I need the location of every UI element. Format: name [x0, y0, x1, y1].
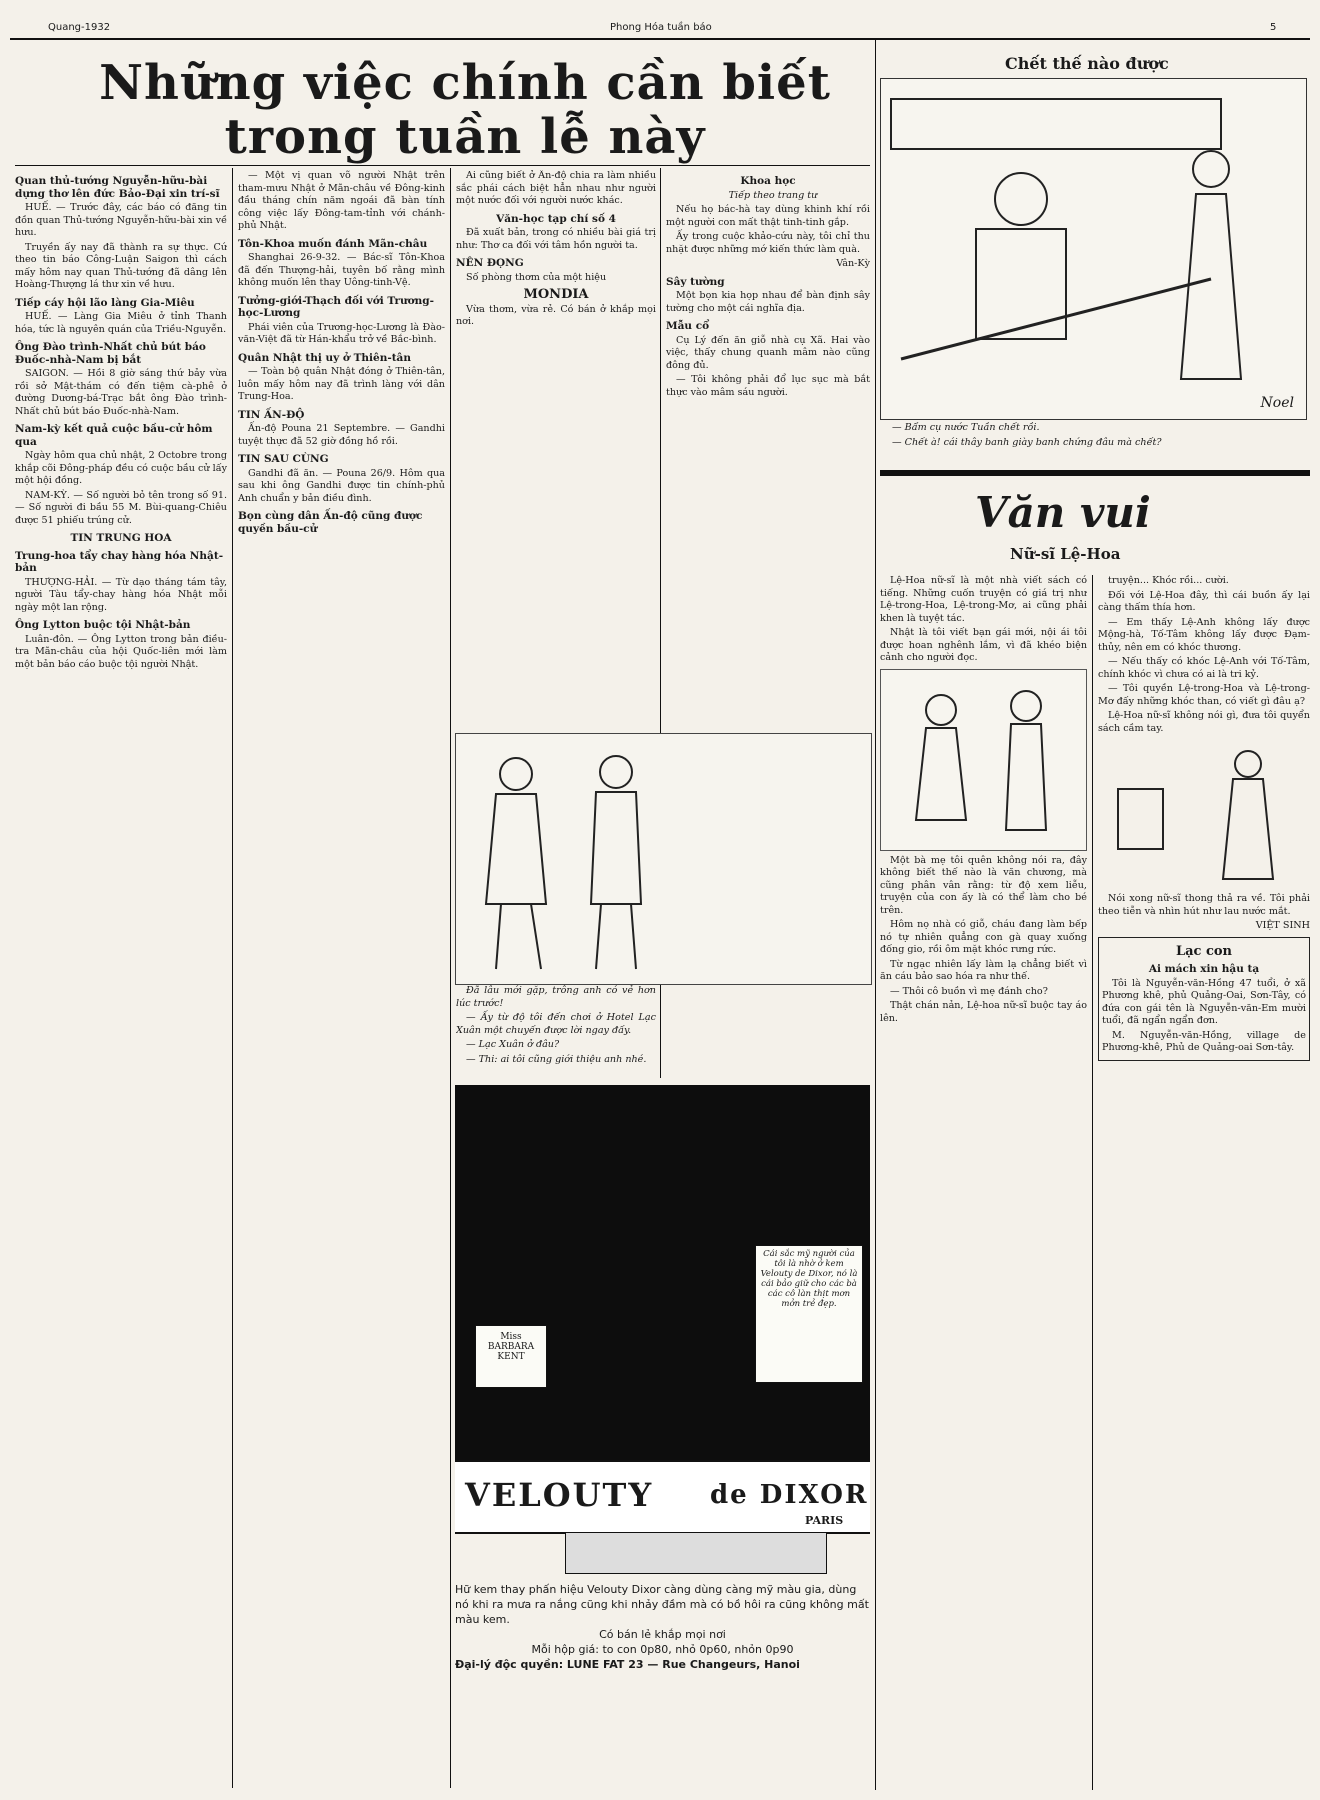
- article-text: Nhật là tôi viết bạn gái mới, nội ái tôi được hoan nghênh lắm, vì đã khéo biện cảnh cho người đọc.: [880, 627, 1087, 663]
- article-text: Ấy trong cuộc khảo-cứu này, tôi chỉ thu nhặt được những mớ kiến thức làm quà.: [666, 231, 870, 255]
- mondia-caption: [456, 985, 656, 1080]
- mandarin-scene-illustration: [881, 79, 1306, 419]
- caption-line: — Ấy từ độ tôi đến chơi ở Hotel Lạc Xuân một chuyến được lời ngay đấy.: [456, 1012, 656, 1036]
- ad-text: Mỗi hộp giá: to con 0p80, nhỏ 0p60, nhỏn 0p90: [531, 1643, 794, 1656]
- headline-line-1: Những việc chính cần biết: [99, 55, 831, 111]
- article-text: — Tôi không phải đổ lục sục mà bắt thực vào mâm sáu người.: [666, 374, 870, 398]
- column-divider: [1092, 575, 1093, 1790]
- article-heading: Sây tường: [666, 275, 725, 288]
- article-text: Ai cũng biết ở Ấn-độ chia ra làm nhiều sắc phái cách biệt hẳn nhau như người một nước đối với người nước khác.: [456, 170, 656, 206]
- cartoon-caption: [882, 422, 1302, 462]
- ad-card-text: Cái sắc mỹ người của tôi là nhờ ở kem Velouty de Dixor, nó là cái bảo giữ cho các bà các cô làn thịt mơn mởn trẻ đẹp.: [760, 1249, 858, 1309]
- ad-text: Hữ kem thay phấn hiệu Velouty Dixor càng dùng càng mỹ màu gia, dùng nó khi ra mưa ra nắng cũng khi nhảy đầm mà có bồ hôi ra cũng không mất màu kem.: [455, 1583, 869, 1626]
- article-text: Từ ngạc nhiên lấy làm lạ chẳng biết vì ăn cáu bảo sao hóa ra như thế.: [880, 958, 1087, 982]
- article-heading: Tôn-Khoa muốn đánh Mãn-châu: [238, 237, 428, 250]
- article-text: Ngày hôm qua chủ nhật, 2 Octobre trong khắp cõi Đông-pháp đều có cuộc bầu cử lấy một hội đồng.: [15, 450, 227, 486]
- woman-illustration: [1098, 739, 1310, 889]
- article-text: — Toàn bộ quân Nhật đóng ở Thiên-tân, luôn mấy hôm nay đã trình làng với dân Trung-Hoa.: [238, 366, 445, 402]
- article-heading: Trung-hoa tẩy chay hàng hóa Nhật-bản: [15, 549, 224, 574]
- headline-rule: [15, 165, 870, 166]
- ad-heading: NÊN ĐỌNG: [456, 257, 524, 269]
- velouty-brand: VELOUTY: [465, 1476, 654, 1514]
- notice-heading: Lạc con: [1175, 943, 1233, 959]
- cartoon-illustration: [880, 78, 1307, 420]
- cartoon-signature: Noel: [1260, 395, 1294, 411]
- ad-text: Số phòng thơm của một hiệu: [466, 271, 607, 283]
- column-2: [238, 170, 445, 1790]
- woman-with-sign-illustration: [1098, 739, 1308, 889]
- article-heading: Bọn cùng dân Ấn-độ cũng được quyền bầu-cử: [238, 510, 423, 535]
- section-rule: [880, 470, 1310, 476]
- article-text: NAM-KỲ. — Số người bỏ tên trong số 91. — Số người đi bầu 55 M. Bùi-quang-Chiêu được 51 phiếu trúng cử.: [15, 489, 227, 526]
- article-heading: Ông Lytton buộc tội Nhật-bản: [15, 619, 191, 631]
- article-text: Shanghai 26-9-32. — Bác-sĩ Tôn-Khoa đã đến Thượng-hải, tuyên bố rằng mình không muốn lên thay Uông-tinh-Vệ.: [238, 252, 445, 288]
- velouty-tube: [565, 1532, 827, 1574]
- notice-text: M. Nguyễn-văn-Hồng, village de Phương-khê, Phủ de Quảng-oai Sơn-tây.: [1102, 1029, 1306, 1053]
- article-text: Nếu họ bác-hà tay dùng khinh khí rồi một người con mất thật tinh-tinh gắp.: [666, 204, 870, 228]
- ad-text: Có bán lẻ khắp mọi nơi: [599, 1628, 726, 1641]
- article-heading: Ông Đào trình-Nhất chủ bút báo Đuốc-nhà-Nam bị bắt: [15, 341, 206, 366]
- couple-illustration: [881, 670, 1086, 848]
- article-text: — Một vị quan võ người Nhật trên tham-mưu Nhật ở Mãn-châu về Đông-kinh đầu tháng chín năm ngoái đã bàn tính công việc lấy Đông-tam-tỉnh với chánh-phủ Nhật.: [238, 170, 445, 231]
- article-heading: Quân Nhật thị uy ở Thiên-tân: [238, 351, 411, 364]
- article-signature: VIỆT SINH: [1255, 920, 1310, 931]
- van-vui-illustration: [880, 669, 1087, 851]
- article-text: Ấn-độ Pouna 21 Septembre. — Gandhi tuyệt thực đã 52 giờ đồng hồ rồi.: [238, 423, 445, 447]
- article-text: Nói xong nữ-sĩ thong thả ra về. Tôi phải theo tiễn và nhìn hút như lau nước mắt.: [1098, 893, 1310, 917]
- column-divider: [875, 40, 876, 1790]
- article-text: Gandhi đã ăn. — Pouna 26/9. Hôm qua sau khi ông Gandhi được tin chính-phủ Anh chuẩn y bản điều đình.: [238, 467, 445, 504]
- caption-line: — Bẩm cụ nước Tuần chết rồi.: [892, 422, 1040, 433]
- article-text: truyện... Khóc rồi... cười.: [1108, 575, 1229, 586]
- article-text: — Em thấy Lệ-Anh không lấy được Mộng-hà, Tố-Tâm không lấy được Đạm-thủy, nên em có khóc thương.: [1098, 616, 1310, 653]
- ad-text: Vừa thơm, vừa rẻ. Có bán ở khắp mọi nơi.: [456, 303, 656, 327]
- article-text: Một bà mẹ tôi quên không nói ra, đây không biết thế nào là văn chương, mà cũng phân vân rằng: từ độ xem liễu, truyện của con ấy là có thể làm cho bé trên.: [880, 854, 1087, 916]
- caption-line: — Thi: ai tôi cũng giới thiệu anh nhé.: [466, 1053, 647, 1065]
- ad-text: Đại-lý độc quyền: LUNE FAT 23 — Rue Changeurs, Hanoi: [455, 1658, 800, 1671]
- page-header-center: Phong Hóa tuần báo: [610, 22, 712, 33]
- article-heading: Nam-kỳ kết quả cuộc bầu-cử hôm qua: [15, 423, 213, 448]
- column-divider: [232, 168, 233, 1788]
- article-text: — Nếu thấy có khóc Lệ-Anh với Tố-Tâm, chính khóc vì chưa có ai là tri kỷ.: [1098, 656, 1310, 680]
- article-text: Lệ-Hoa nữ-sĩ không nói gì, đưa tôi quyển sách cầm tay.: [1098, 710, 1310, 734]
- article-heading: Tiếp cáy hội lão làng Gia-Miêu: [15, 296, 195, 309]
- van-vui-title: Văn vui: [975, 488, 1151, 537]
- dixor-brand: de DIXOR: [710, 1480, 869, 1510]
- article-text: Hôm nọ nhà có giỗ, cháu đang làm bếp nó tự nhiên quẳng con gà quay xuống đống gio, rồi ôm mặt khóc rưng rức.: [880, 919, 1087, 955]
- article-heading: Văn-học tạp chí số 4: [496, 212, 616, 225]
- headline-line-2: trong tuần lễ này: [224, 109, 706, 165]
- article-text: Đối với Lệ-Hoa đây, thì cái buồn ấy lại càng thấm thía hơn.: [1098, 589, 1310, 613]
- column-right: [1098, 575, 1310, 1785]
- article-signature: Vân-Kỳ: [836, 258, 870, 269]
- article-text: THƯỢNG-HẢI. — Từ dạo tháng tám tây, người Tàu tẩy-chay hàng hóa Nhật mỗi ngày một lan rộng.: [15, 576, 227, 613]
- velouty-advertisement: [455, 1085, 870, 1460]
- column-4: [666, 170, 870, 1080]
- article-text: — Tôi quyền Lệ-trong-Hoa và Lệ-trong-Mơ đấy những khóc than, có viết gì đâu ạ?: [1098, 683, 1310, 707]
- caption-line: Đã lâu mới gặp, trông anh có vẻ hơn lúc trước!: [456, 985, 656, 1009]
- article-heading: Mẫu cổ: [666, 320, 710, 332]
- article-text: SAIGON. — Hồi 8 giờ sáng thứ bảy vừa rồi sở Mật-thám có đến tiệm cà-phê ở đường Dương-bá-Trạc bắt ông Đào trình-Nhất chủ bút báo Đuốc-nhà-Nam.: [15, 368, 227, 417]
- article-text: HUẾ. — Trước đây, các báo có đăng tin đồn quan Thủ-tướng Nguyễn-hữu-bài xin về hưu.: [15, 202, 227, 238]
- miss-barbara-card: [475, 1325, 547, 1388]
- section-heading: TIN TRUNG HOA: [70, 532, 172, 544]
- paris-label: PARIS: [805, 1514, 844, 1527]
- notice-text: Tôi là Nguyễn-văn-Hồng 47 tuổi, ở xã Phương khê, phủ Quảng-Oai, Sơn-Tây, có đứa con gái tên là Nguyễn-văn-Em mười tuổi, đã ngẩn ngẩn đơn.: [1102, 977, 1306, 1026]
- velouty-banner: [455, 1460, 870, 1534]
- column-3: [456, 170, 656, 730]
- van-vui-subtitle: Nữ-sĩ Lệ-Hoa: [1010, 545, 1121, 563]
- article-text: Luân-đôn. — Ông Lytton trong bản điều-tra Mãn-châu của hội Quốc-liên mới làm một bản báo cáo buộc tội người Nhật.: [15, 633, 227, 670]
- article-text: Cụ Lý đến ăn giỗ nhà cụ Xã. Hai vào việc, thấy chung quanh mâm nào cũng đông đủ.: [666, 334, 870, 371]
- cartoon-title: Chết thế nào được: [1005, 54, 1169, 73]
- header-rule: [10, 38, 1310, 40]
- article-text: Lệ-Hoa nữ-sĩ là một nhà viết sách có tiếng. Những cuốn truyện có giá trị như Lệ-trong-Hoa, Lệ-trong-Mơ, ai cũng phải khen là tuyệt tác.: [880, 575, 1087, 624]
- ad-card-text: Miss BARBARA KENT: [487, 1332, 535, 1362]
- article-text: HUẾ. — Làng Gia Miêu ở tỉnh Thanh hóa, tức là nguyên quán của Triều-Nguyễn.: [15, 311, 227, 335]
- column-1: [15, 170, 227, 1790]
- van-vui-column: [880, 575, 1087, 1785]
- caption-line: — Chết à! cái thây banh giày banh chứng đâu mà chết?: [892, 436, 1162, 448]
- page-header-right: 5: [1270, 22, 1277, 33]
- article-heading: Tưởng-giới-Thạch đối với Trương-học-Lương: [238, 294, 434, 319]
- notice-subheading: Ai mách xin hậu tạ: [1148, 963, 1260, 975]
- page-header-left: Quang-1932: [48, 22, 111, 33]
- velouty-copy: [455, 1582, 870, 1672]
- section-heading: TIN SAU CÙNG: [238, 453, 329, 465]
- column-divider: [450, 168, 451, 1788]
- article-text: — Thôi cô buồn vì mẹ đánh cho?: [890, 985, 1048, 997]
- article-text: Thật chán nản, Lệ-hoa nữ-sĩ buộc tay áo lên.: [880, 1000, 1087, 1024]
- article-text: Đã xuất bản, trong có nhiều bài giá trị như: Thơ ca đối với tâm hồn người ta.: [456, 227, 656, 251]
- testimonial-card: [755, 1245, 863, 1383]
- article-text: Tiếp theo trang tư: [728, 189, 818, 201]
- article-text: Phái viên của Trương-học-Lương là Đào-văn-Việt đã từ Hán-khẩu trở về Bắc-bình.: [238, 321, 445, 345]
- article-heading: Khoa học: [740, 175, 796, 187]
- article-text: Một bọn kia họp nhau để bàn định sây tường cho một cái nghĩa địa.: [666, 290, 870, 314]
- lost-child-box: [1098, 937, 1310, 1061]
- article-heading: Quan thủ-tướng Nguyễn-hữu-bài dựng thơ lên đức Bảo-Đại xin trí-sĩ: [15, 175, 220, 200]
- page-headline: [70, 56, 860, 164]
- article-text: Truyền ấy nay đã thành ra sự thực. Cứ theo tin báo Công-Luận Saigon thì cách mấy hôm nay quan Thủ-tướng đã dâng lên Hoàng-Thượng lá thư xin về hưu.: [15, 241, 227, 290]
- section-heading: TIN ẤN-ĐỘ: [238, 408, 305, 421]
- caption-line: — Lạc Xuân ở đâu?: [466, 1039, 560, 1050]
- ad-brand: MONDIA: [523, 287, 589, 302]
